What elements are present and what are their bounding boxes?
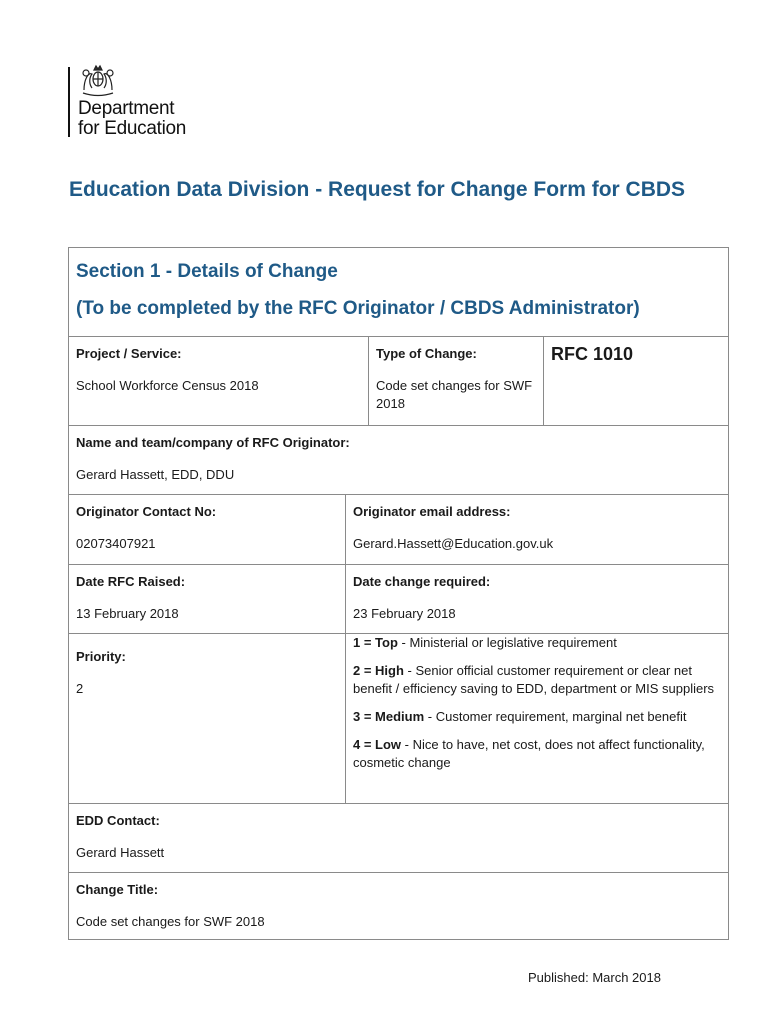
change-title-label: Change Title: — [76, 882, 159, 897]
department-name-line1: Department — [78, 98, 175, 119]
published-date: Published: March 2018 — [528, 970, 661, 985]
contact-no-label: Originator Contact No: — [76, 504, 217, 519]
priority-level: 1 = Top - Ministerial or legislative requirement — [353, 635, 617, 650]
originator-row — [69, 426, 728, 495]
rfc-number: RFC 1010 — [543, 337, 728, 425]
email-cell — [345, 495, 728, 564]
date-raised-value: 13 February 2018 — [76, 606, 179, 621]
contact-row — [69, 495, 728, 565]
royal-coat-of-arms-icon — [78, 64, 118, 98]
priority-row — [69, 634, 728, 804]
date-raised-label: Date RFC Raised: — [76, 574, 186, 589]
edd-contact-label: EDD Contact: — [76, 813, 160, 828]
originator-label: Name and team/company of RFC Originator: — [76, 435, 350, 450]
project-value: School Workforce Census 2018 — [76, 378, 259, 393]
originator-value: Gerard Hassett, EDD, DDU — [76, 467, 235, 482]
section-header — [69, 248, 728, 337]
change-title-value: Code set changes for SWF 2018 — [76, 914, 265, 929]
change-type-cell — [368, 337, 543, 425]
priority-level: 3 = Medium - Customer requirement, marginal net benefit — [353, 709, 687, 724]
priority-levels — [345, 634, 728, 803]
priority-label: Priority: — [76, 649, 126, 664]
project-row — [69, 337, 728, 426]
contact-no-cell — [69, 495, 345, 564]
date-required-value: 23 February 2018 — [353, 606, 456, 621]
change-title-row — [69, 873, 728, 939]
department-name-line2: for Education — [78, 118, 187, 139]
date-required-cell — [345, 565, 728, 633]
priority-level: 2 = High - Senior official customer requirement or clear net benefit / efficiency saving to EDD, department or MIS suppliers — [353, 663, 715, 696]
edd-contact-row — [69, 804, 728, 873]
edd-contact-value: Gerard Hassett — [76, 845, 165, 860]
priority-level: 4 = Low - Nice to have, net cost, does not affect functionality, cosmetic change — [353, 737, 705, 770]
contact-no-value: 02073407921 — [76, 536, 156, 551]
email-label: Originator email address: — [353, 504, 511, 519]
project-cell — [69, 337, 368, 425]
change-type-label: Type of Change: — [376, 346, 477, 361]
priority-cell — [69, 634, 345, 803]
department-name — [78, 99, 186, 139]
document-title: Education Data Division - Request for Change Form for CBDS — [69, 178, 686, 201]
change-type-value: Code set changes for SWF 2018 — [376, 378, 533, 411]
dfe-logo — [68, 64, 228, 140]
email-value: Gerard.Hassett@Education.gov.uk — [353, 536, 554, 551]
originator-cell — [69, 426, 728, 494]
project-label: Project / Service: — [76, 346, 182, 361]
logo-divider — [68, 67, 70, 137]
section-heading: Section 1 - Details of Change — [76, 261, 338, 282]
dates-row — [69, 565, 728, 634]
date-raised-cell — [69, 565, 345, 633]
rfc-form-table — [68, 247, 729, 940]
change-title-cell — [69, 873, 728, 939]
section-subheading: (To be completed by the RFC Originator / CBDS Administrator) — [76, 298, 640, 319]
date-required-label: Date change required: — [353, 574, 491, 589]
edd-contact-cell — [69, 804, 728, 872]
priority-value: 2 — [76, 681, 84, 696]
